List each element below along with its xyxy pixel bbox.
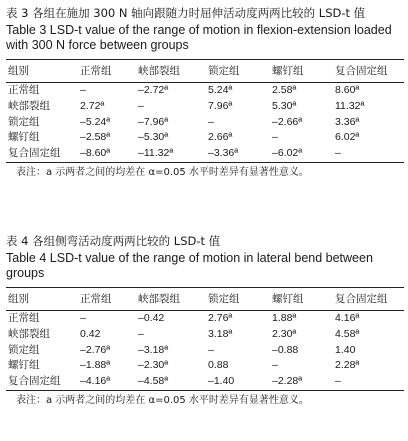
table4-row bbox=[6, 358, 404, 374]
table3-cell: –5.24ª bbox=[80, 115, 111, 128]
table3-cell: –2.58ª bbox=[80, 131, 111, 144]
table4-header-cell: 正常组 bbox=[80, 293, 112, 305]
table4-cell: 1.40 bbox=[335, 343, 356, 356]
table3-cell: 6.02ª bbox=[335, 131, 360, 144]
table4-title-en: Table 4 LSD-t value of the range of motion in lateral bend between groups bbox=[6, 251, 373, 280]
table4-cell: –4.16ª bbox=[78, 374, 136, 390]
table4-cell: 4.16ª bbox=[335, 312, 360, 324]
table3-cell: –5.30ª bbox=[138, 131, 169, 144]
table3-cell: –2.66ª bbox=[272, 115, 303, 128]
table3-cell: 2.58ª bbox=[272, 84, 297, 96]
table3-cell: –7.96ª bbox=[138, 115, 169, 128]
table4-cell: –1.40 bbox=[206, 374, 270, 390]
table4-header-row bbox=[6, 288, 404, 311]
table4-cell: 4.58ª bbox=[335, 327, 360, 340]
table4-cell: 1.88ª bbox=[272, 312, 297, 324]
table3-note: 表注：a 示两者之间的均差在 α=0.05 水平时差异有显著性意义。 bbox=[16, 166, 309, 178]
table3-header-cell: 复合固定组 bbox=[335, 65, 388, 77]
table4-cell: – bbox=[333, 374, 404, 390]
table4-cell: 2.76ª bbox=[208, 312, 233, 324]
table4-cell: 3.18ª bbox=[208, 327, 233, 340]
table3-cell: –6.02ª bbox=[270, 146, 333, 162]
table4 bbox=[6, 287, 404, 391]
table4-cell: 0.88 bbox=[208, 359, 229, 372]
table3-row bbox=[6, 83, 404, 99]
table3-row bbox=[6, 146, 404, 162]
table4-header-cell: 复合固定组 bbox=[335, 293, 388, 305]
table4-row bbox=[6, 311, 404, 327]
table3-cell: –11.32ª bbox=[136, 146, 206, 162]
table3-cell: 5.30ª bbox=[272, 99, 297, 112]
table4-header-cell: 螺钉组 bbox=[272, 293, 304, 305]
table3-row bbox=[6, 99, 404, 115]
table3-cell: – bbox=[138, 99, 144, 112]
table3-cell: – bbox=[272, 131, 278, 144]
table3-row-label: 锁定组 bbox=[8, 115, 40, 128]
table4-cell: –2.76ª bbox=[80, 343, 111, 356]
table3-row bbox=[6, 130, 404, 146]
table3-body bbox=[6, 83, 404, 163]
table4-cell: –2.30ª bbox=[138, 359, 169, 372]
table4-row bbox=[6, 374, 404, 390]
table4-section bbox=[6, 234, 404, 418]
table4-row-label: 复合固定组 bbox=[6, 374, 78, 390]
table4-header-cell: 锁定组 bbox=[208, 293, 240, 305]
table3-header-cell: 峡部裂组 bbox=[138, 65, 180, 77]
table3-header-row bbox=[6, 60, 404, 83]
table3 bbox=[6, 59, 404, 163]
table4-cell: –0.88 bbox=[272, 343, 299, 356]
table3-row-label: 峡部裂组 bbox=[8, 99, 50, 112]
table3-section bbox=[6, 6, 404, 190]
table3-row-label: 复合固定组 bbox=[6, 146, 78, 162]
table3-cell: – bbox=[208, 115, 214, 128]
table3-cell: 11.32ª bbox=[335, 99, 365, 112]
table3-cell: –2.72ª bbox=[138, 84, 169, 96]
table4-row bbox=[6, 327, 404, 343]
table4-row-label: 螺钉组 bbox=[8, 359, 40, 372]
table4-cell: – bbox=[208, 343, 214, 356]
table4-row-label: 峡部裂组 bbox=[8, 327, 50, 340]
table4-cell: –1.88ª bbox=[80, 359, 111, 372]
table4-cell: – bbox=[138, 327, 144, 340]
table4-cell: –0.42 bbox=[138, 312, 165, 324]
table3-cell: 3.36ª bbox=[335, 115, 360, 128]
table3-cell: 7.96ª bbox=[208, 99, 233, 112]
table3-cell: –8.60ª bbox=[78, 146, 136, 162]
table4-row-label: 正常组 bbox=[8, 312, 40, 324]
table4-cell: –2.28ª bbox=[270, 374, 333, 390]
table4-row bbox=[6, 343, 404, 359]
table3-header-cell: 组别 bbox=[8, 65, 29, 77]
table3-title-cn: 表 3 各组在施加 300 N 轴向跟随力时屈伸活动度两两比较的 LSD-t 值 bbox=[6, 6, 366, 20]
table3-cell: 5.24ª bbox=[208, 84, 233, 96]
table4-cell: – bbox=[80, 312, 86, 324]
table3-cell: 8.60ª bbox=[335, 84, 360, 96]
table4-row-label: 锁定组 bbox=[8, 343, 40, 356]
table3-header-cell: 锁定组 bbox=[208, 65, 240, 77]
table4-cell: – bbox=[272, 359, 278, 372]
table4-body bbox=[6, 311, 404, 391]
table3-row-label: 正常组 bbox=[8, 84, 40, 96]
table4-note: 表注：a 示两者之间的均差在 α=0.05 水平时差异有显著性意义。 bbox=[16, 394, 309, 406]
table4-cell: –3.18ª bbox=[138, 343, 169, 356]
table3-header-cell: 螺钉组 bbox=[272, 65, 304, 77]
table3-row-label: 螺钉组 bbox=[8, 131, 40, 144]
table3-cell: 2.72ª bbox=[80, 99, 105, 112]
table3-row bbox=[6, 115, 404, 131]
table4-header-cell: 组别 bbox=[8, 293, 29, 305]
table3-cell: – bbox=[333, 146, 404, 162]
table4-cell: 0.42 bbox=[80, 327, 101, 340]
table3-cell: 2.66ª bbox=[208, 131, 233, 144]
table4-title-cn: 表 4 各组侧弯活动度两两比较的 LSD-t 值 bbox=[6, 234, 221, 248]
table4-cell: –4.58ª bbox=[136, 374, 206, 390]
table4-cell: 2.30ª bbox=[272, 327, 297, 340]
table4-cell: 2.28ª bbox=[335, 359, 360, 372]
table3-title-en: Table 3 LSD-t value of the range of motion in flexion-extension loaded with 300 N force between groups bbox=[6, 23, 392, 52]
table4-header-cell: 峡部裂组 bbox=[138, 293, 180, 305]
table3-header-cell: 正常组 bbox=[80, 65, 112, 77]
table3-cell: –3.36ª bbox=[206, 146, 270, 162]
table3-cell: – bbox=[80, 84, 86, 96]
